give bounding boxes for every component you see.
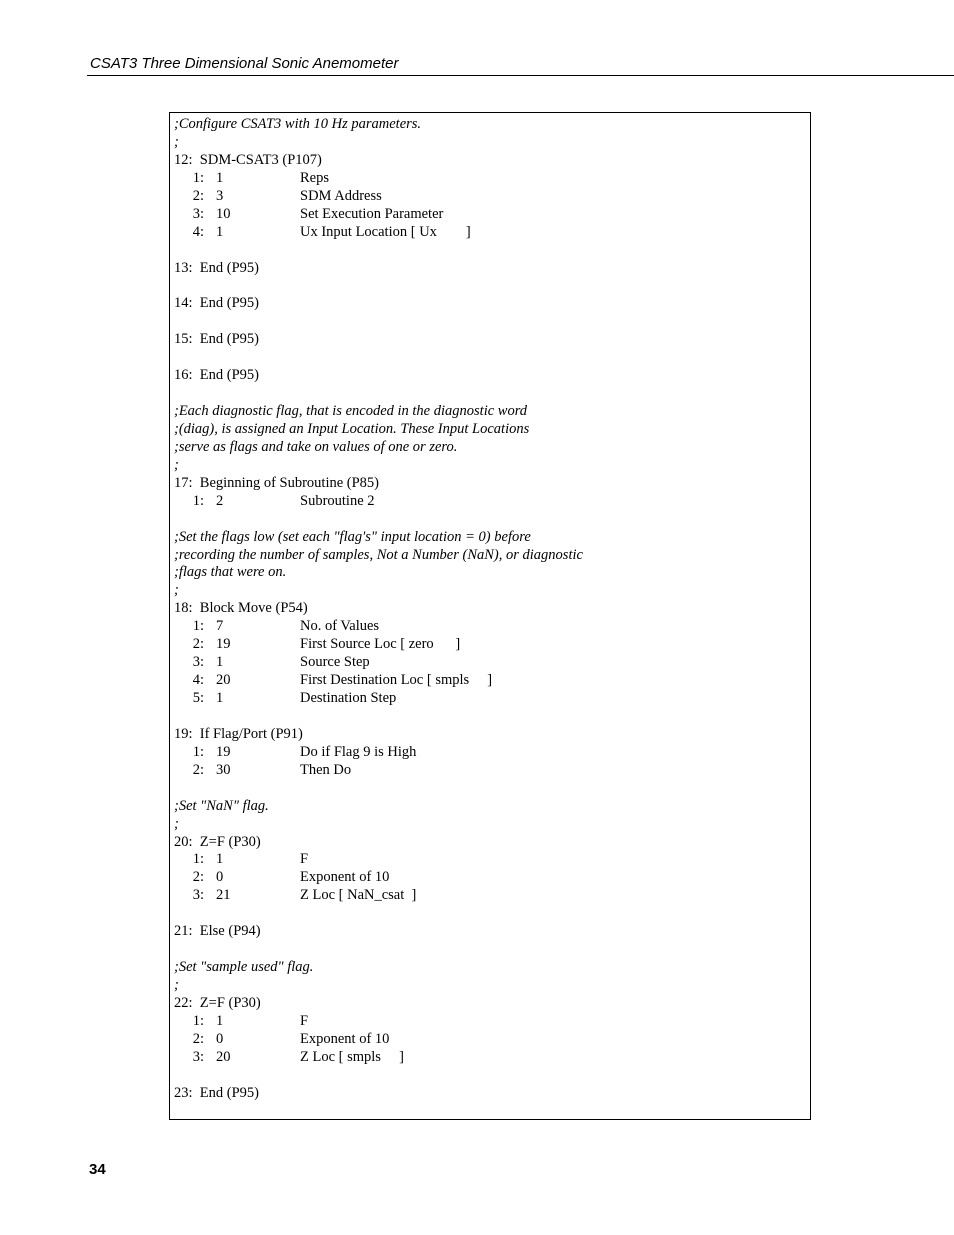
- comment-line: ;Configure CSAT3 with 10 Hz parameters.: [174, 116, 422, 132]
- parameter-description: First Destination Loc [ smpls ]: [300, 672, 493, 689]
- parameter-number: 4:: [192, 672, 204, 689]
- comment-line: ;flags that were on.: [174, 564, 287, 581]
- parameter-line: [174, 762, 583, 780]
- parameter-line: [174, 1013, 583, 1031]
- program-listing: [174, 116, 583, 1103]
- parameter-number: 1:: [192, 618, 204, 635]
- parameter-description: Reps: [300, 169, 329, 186]
- blank-line: [174, 708, 583, 726]
- parameter-line: [174, 1031, 583, 1049]
- parameter-number: 1:: [192, 169, 204, 186]
- parameter-description: SDM Address: [300, 187, 382, 204]
- comment-line: ;recording the number of samples, Not a Number (NaN), or diagnostic: [174, 546, 583, 563]
- parameter-number: 1:: [192, 492, 204, 509]
- instruction-line: 23: End (P95): [174, 1084, 259, 1101]
- parameter-number: 5:: [192, 690, 204, 706]
- parameter-description: F: [300, 851, 309, 868]
- parameter-number: 3:: [192, 1048, 204, 1065]
- instruction-line: 21: Else (P94): [174, 923, 261, 940]
- parameter-line: [174, 869, 583, 887]
- instruction-line: 16: End (P95): [174, 367, 259, 384]
- parameter-description: Destination Step: [300, 690, 397, 706]
- parameter-description: Exponent of 10: [300, 869, 390, 886]
- instruction-line: 14: End (P95): [174, 295, 259, 312]
- comment-line: ;Set "NaN" flag.: [174, 797, 269, 814]
- blank-line: [174, 1067, 583, 1085]
- parameter-line: [174, 672, 583, 690]
- parameter-number: 2:: [192, 1030, 204, 1047]
- blank-line: [174, 242, 583, 260]
- parameter-description: Source Step: [300, 654, 370, 671]
- parameter-line: [174, 1049, 583, 1067]
- parameter-description: Exponent of 10: [300, 1030, 390, 1047]
- parameter-number: 1:: [192, 851, 204, 868]
- comment-line: ;: [174, 456, 179, 473]
- instruction-line: 18: Block Move (P54): [174, 600, 308, 617]
- parameter-line: [174, 493, 583, 511]
- parameter-line: [174, 188, 583, 206]
- parameter-number: 3:: [192, 205, 204, 222]
- parameter-value: 1: [216, 654, 224, 671]
- parameter-line: [174, 690, 583, 708]
- parameter-line: [174, 851, 583, 869]
- parameter-description: F: [300, 1012, 309, 1029]
- parameter-description: Do if Flag 9 is High: [300, 743, 417, 760]
- parameter-line: [174, 636, 583, 654]
- instruction-line: 13: End (P95): [174, 259, 259, 276]
- parameter-number: 2:: [192, 869, 204, 886]
- parameter-value: 0: [216, 1030, 224, 1047]
- parameter-value: 1: [216, 169, 224, 186]
- instruction-line: 19: If Flag/Port (P91): [174, 725, 303, 742]
- parameter-number: 4:: [192, 223, 204, 240]
- comment-line: ;Each diagnostic flag, that is encoded in the diagnostic word: [174, 403, 528, 419]
- parameter-line: [174, 618, 583, 636]
- parameter-description: Subroutine 2: [300, 492, 375, 509]
- blank-line: [174, 780, 583, 798]
- parameter-value: 20: [216, 1048, 231, 1065]
- parameter-value: 10: [216, 205, 231, 222]
- instruction-line: 20: Z=F (P30): [174, 833, 261, 850]
- parameter-value: 3: [216, 187, 224, 204]
- parameter-value: 1: [216, 223, 224, 240]
- parameter-value: 7: [216, 618, 224, 635]
- parameter-number: 2:: [192, 636, 204, 653]
- parameter-line: [174, 654, 583, 672]
- parameter-value: 1: [216, 851, 224, 868]
- blank-line: [174, 313, 583, 331]
- parameter-line: [174, 887, 583, 905]
- instruction-line: 12: SDM-CSAT3 (P107): [174, 151, 322, 168]
- parameter-description: Z Loc [ smpls ]: [300, 1048, 404, 1065]
- blank-line: [174, 385, 583, 403]
- comment-line: ;: [174, 815, 179, 832]
- comment-line: ;: [174, 133, 179, 150]
- blank-line: [174, 511, 583, 529]
- parameter-description: Ux Input Location [ Ux ]: [300, 223, 471, 240]
- parameter-description: No. of Values: [300, 618, 380, 635]
- parameter-value: 19: [216, 636, 231, 653]
- parameter-value: 30: [216, 761, 231, 778]
- comment-line: ;serve as flags and take on values of one or zero.: [174, 438, 458, 455]
- parameter-number: 3:: [192, 654, 204, 671]
- blank-line: [174, 941, 583, 959]
- parameter-description: Then Do: [300, 761, 352, 778]
- parameter-number: 3:: [192, 887, 204, 904]
- parameter-line: [174, 744, 583, 762]
- comment-line: ;: [174, 977, 179, 993]
- parameter-value: 19: [216, 743, 231, 760]
- instruction-line: 17: Beginning of Subroutine (P85): [174, 474, 380, 491]
- comment-line: ;Set "sample used" flag.: [174, 959, 314, 976]
- parameter-number: 2:: [192, 761, 204, 778]
- parameter-value: 0: [216, 869, 224, 886]
- instruction-line: 22: Z=F (P30): [174, 994, 261, 1011]
- running-header: CSAT3 Three Dimensional Sonic Anemometer: [90, 55, 399, 72]
- parameter-number: 1:: [192, 1012, 204, 1029]
- parameter-value: 21: [216, 887, 231, 904]
- header-rule: [87, 75, 954, 76]
- program-listing-box: [169, 112, 811, 1120]
- blank-line: [174, 905, 583, 923]
- parameter-value: 2: [216, 492, 224, 509]
- parameter-number: 1:: [192, 743, 204, 760]
- blank-line: [174, 277, 583, 295]
- instruction-line: 15: End (P95): [174, 331, 259, 348]
- comment-line: ;(diag), is assigned an Input Location. These Input Locations: [174, 420, 530, 437]
- parameter-line: [174, 170, 583, 188]
- parameter-value: 1: [216, 690, 224, 706]
- parameter-number: 2:: [192, 187, 204, 204]
- parameter-description: Set Execution Parameter: [300, 205, 444, 222]
- blank-line: [174, 349, 583, 367]
- parameter-value: 20: [216, 672, 231, 689]
- parameter-line: [174, 206, 583, 224]
- parameter-value: 1: [216, 1012, 224, 1029]
- page-number: 34: [89, 1161, 106, 1178]
- comment-line: ;: [174, 582, 179, 599]
- parameter-line: [174, 224, 583, 242]
- comment-line: ;Set the flags low (set each "flag's" input location = 0) before: [174, 528, 531, 545]
- parameter-description: First Source Loc [ zero ]: [300, 636, 461, 653]
- parameter-description: Z Loc [ NaN_csat ]: [300, 887, 417, 904]
